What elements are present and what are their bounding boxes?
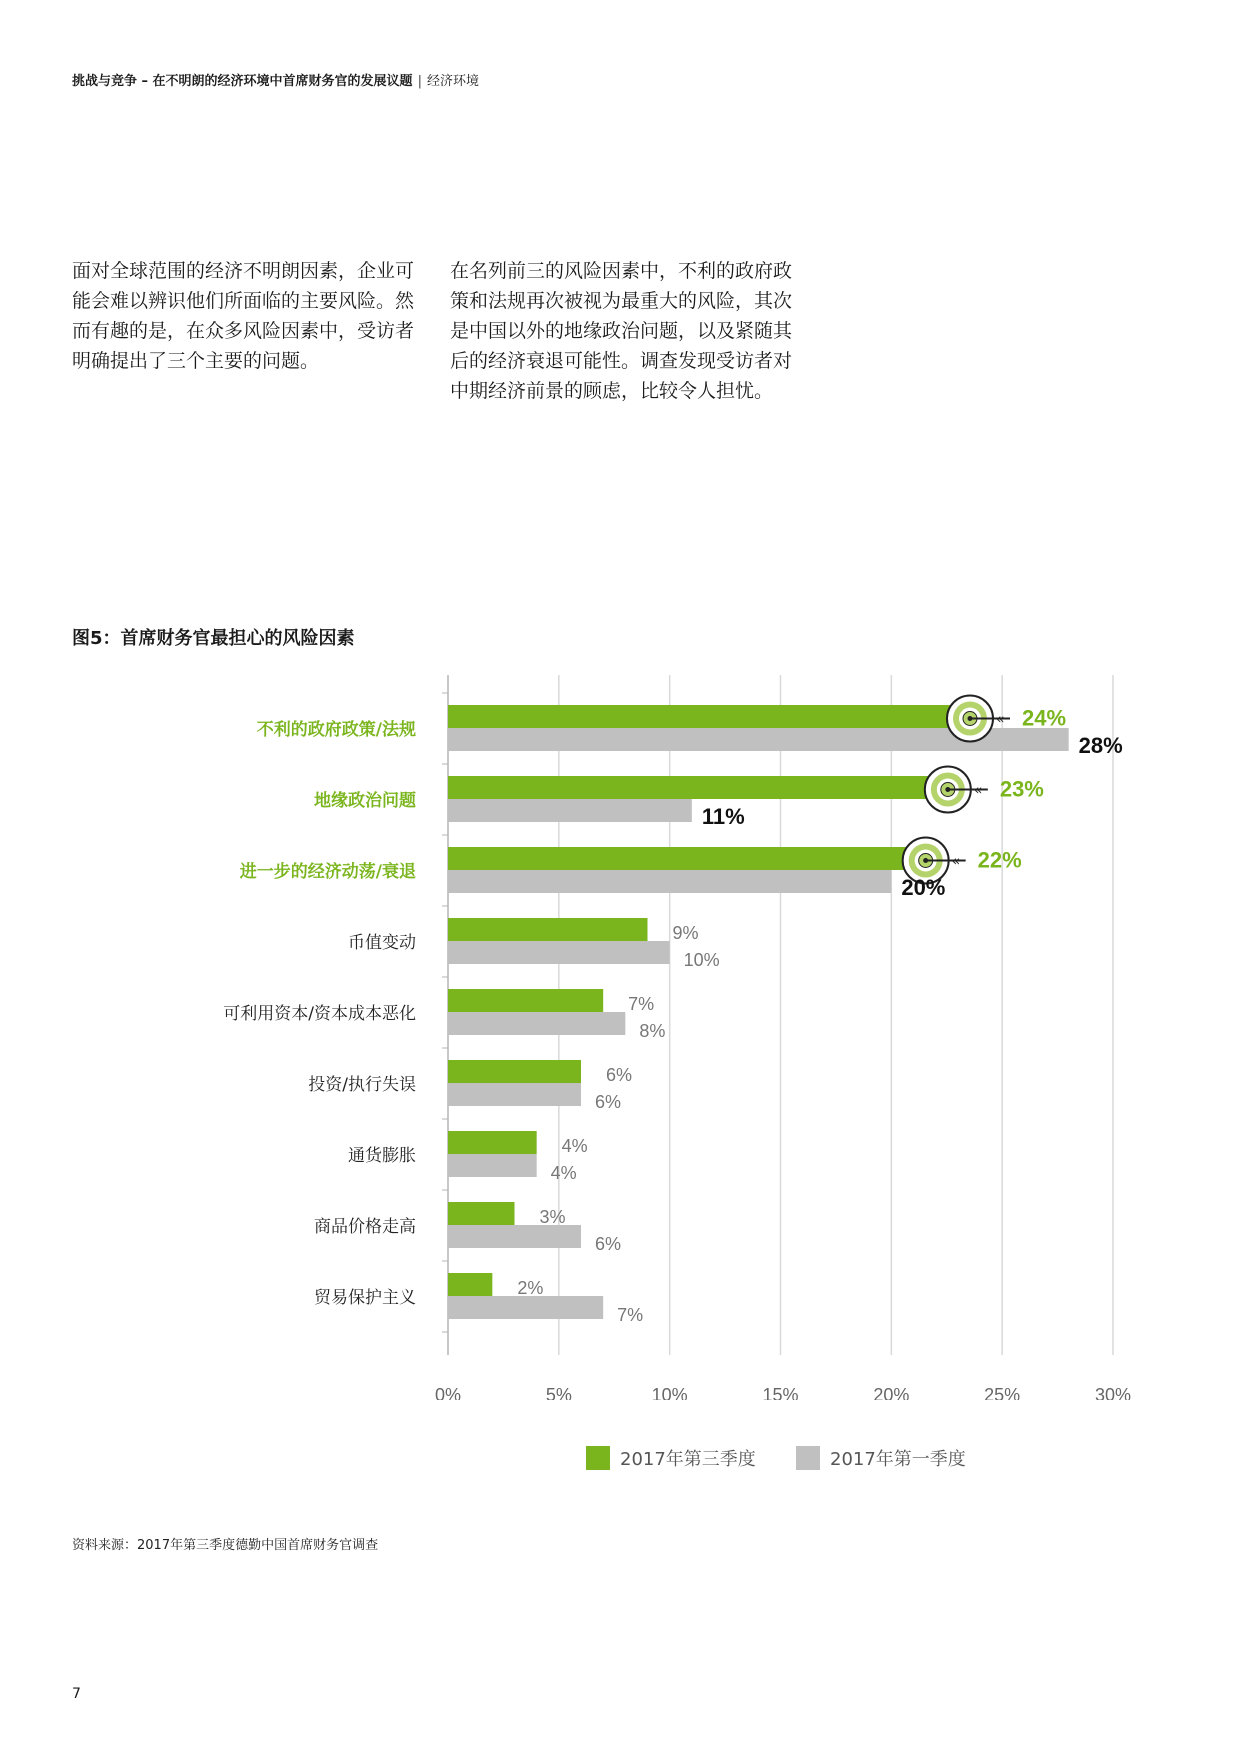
bar-q3 [448, 1202, 515, 1225]
category-label: 地缘政治问题 [314, 791, 416, 811]
bar-q3 [448, 847, 936, 870]
data-label-q3: 9% [672, 923, 699, 943]
x-tick-label: 25% [984, 1385, 1021, 1400]
category-label: 币值变动 [348, 933, 416, 953]
legend-swatch-q1 [796, 1446, 820, 1470]
bar-q3 [448, 776, 958, 799]
arrow-fletching-icon: « [973, 782, 983, 799]
bar-q1 [448, 941, 670, 964]
category-label: 投资/执行失误 [308, 1075, 416, 1095]
data-label-q1: 8% [639, 1021, 666, 1041]
data-label-q3: 4% [561, 1136, 588, 1156]
x-tick-label: 0% [434, 1385, 462, 1400]
legend-item-q3 [586, 1445, 756, 1471]
figure-title: 图5：首席财务官最担心的风险因素 [72, 628, 355, 649]
data-label-q1: 7% [617, 1305, 644, 1325]
category-label: 通货膨胀 [348, 1146, 416, 1166]
bar-q3 [448, 989, 603, 1012]
data-label-q1: 10% [683, 950, 720, 970]
data-label-q1: 6% [595, 1234, 622, 1254]
page-header [72, 70, 479, 89]
bar-q3 [448, 1273, 492, 1296]
bar-q3 [448, 705, 980, 728]
data-label-q3: 2% [517, 1278, 544, 1298]
header-title: 挑战与竞争 – 在不明朗的经济环境中首席财务官的发展议题 [72, 74, 413, 89]
bar-q1 [448, 1154, 537, 1177]
arrow-fletching-icon: « [951, 853, 961, 870]
data-label-q3: 6% [606, 1065, 633, 1085]
x-tick-label: 30% [1094, 1385, 1132, 1400]
data-label-q1: 28% [1078, 733, 1123, 758]
x-tick-label: 20% [873, 1385, 910, 1400]
legend-swatch-q3 [586, 1446, 610, 1470]
data-label-q3: 7% [628, 994, 655, 1014]
source-note: 资料来源：2017年第三季度德勤中国首席财务官调查 [72, 1538, 379, 1553]
bar-q1 [448, 1225, 581, 1248]
header-separator: | [417, 74, 422, 89]
page-number: 7 [72, 1686, 81, 1702]
data-label-q3: 22% [977, 847, 1022, 873]
body-paragraph-1: 面对全球范围的经济不明朗因素，企业可能会难以辨识他们所面临的主要风险。然而有趣的是，在众多风险因素中，受访者明确提出了三个主要的问题。 [72, 260, 415, 372]
data-label-q1: 4% [550, 1163, 577, 1183]
bar-q1 [448, 870, 891, 893]
bar-q1 [448, 1296, 603, 1319]
header-section: 经济环境 [426, 74, 479, 89]
data-label-q3: 3% [539, 1207, 566, 1227]
x-tick-label: 10% [651, 1385, 688, 1400]
legend-item-q1 [796, 1445, 966, 1471]
category-label: 商品价格走高 [314, 1217, 416, 1237]
category-label: 不利的政府政策/法规 [256, 720, 416, 740]
data-label-q3: 24% [1022, 705, 1067, 731]
body-paragraph-2: 在名列前三的风险因素中，不利的政府政策和法规再次被视为最重大的风险，其次是中国以外的地缘政治问题，以及紧随其后的经济衰退可能性。调查发现受访者对中期经济前景的顾虑，比较令人担忧。 [450, 260, 793, 402]
bar-q3 [448, 1060, 581, 1083]
bar-q3 [448, 918, 648, 941]
category-label: 贸易保护主义 [314, 1288, 416, 1308]
category-label: 进一步的经济动荡/衰退 [239, 862, 416, 882]
bar-q1 [448, 1012, 625, 1035]
arrow-fletching-icon: « [996, 711, 1005, 728]
bar-q3 [448, 1131, 537, 1154]
x-tick-label: 15% [762, 1385, 799, 1400]
data-label-q1: 20% [901, 875, 946, 900]
x-tick-label: 5% [545, 1385, 572, 1400]
risk-factors-bar-chart [0, 660, 1240, 1400]
category-label: 可利用资本/资本成本恶化 [223, 1004, 416, 1024]
data-label-q3: 23% [999, 776, 1044, 802]
data-label-q1: 11% [701, 804, 745, 829]
legend-label-q1: 2017年第一季度 [830, 1449, 966, 1470]
bar-q1 [448, 1083, 581, 1106]
bar-q1 [448, 799, 692, 822]
data-label-q1: 6% [595, 1092, 622, 1112]
legend-label-q3: 2017年第三季度 [620, 1449, 756, 1470]
